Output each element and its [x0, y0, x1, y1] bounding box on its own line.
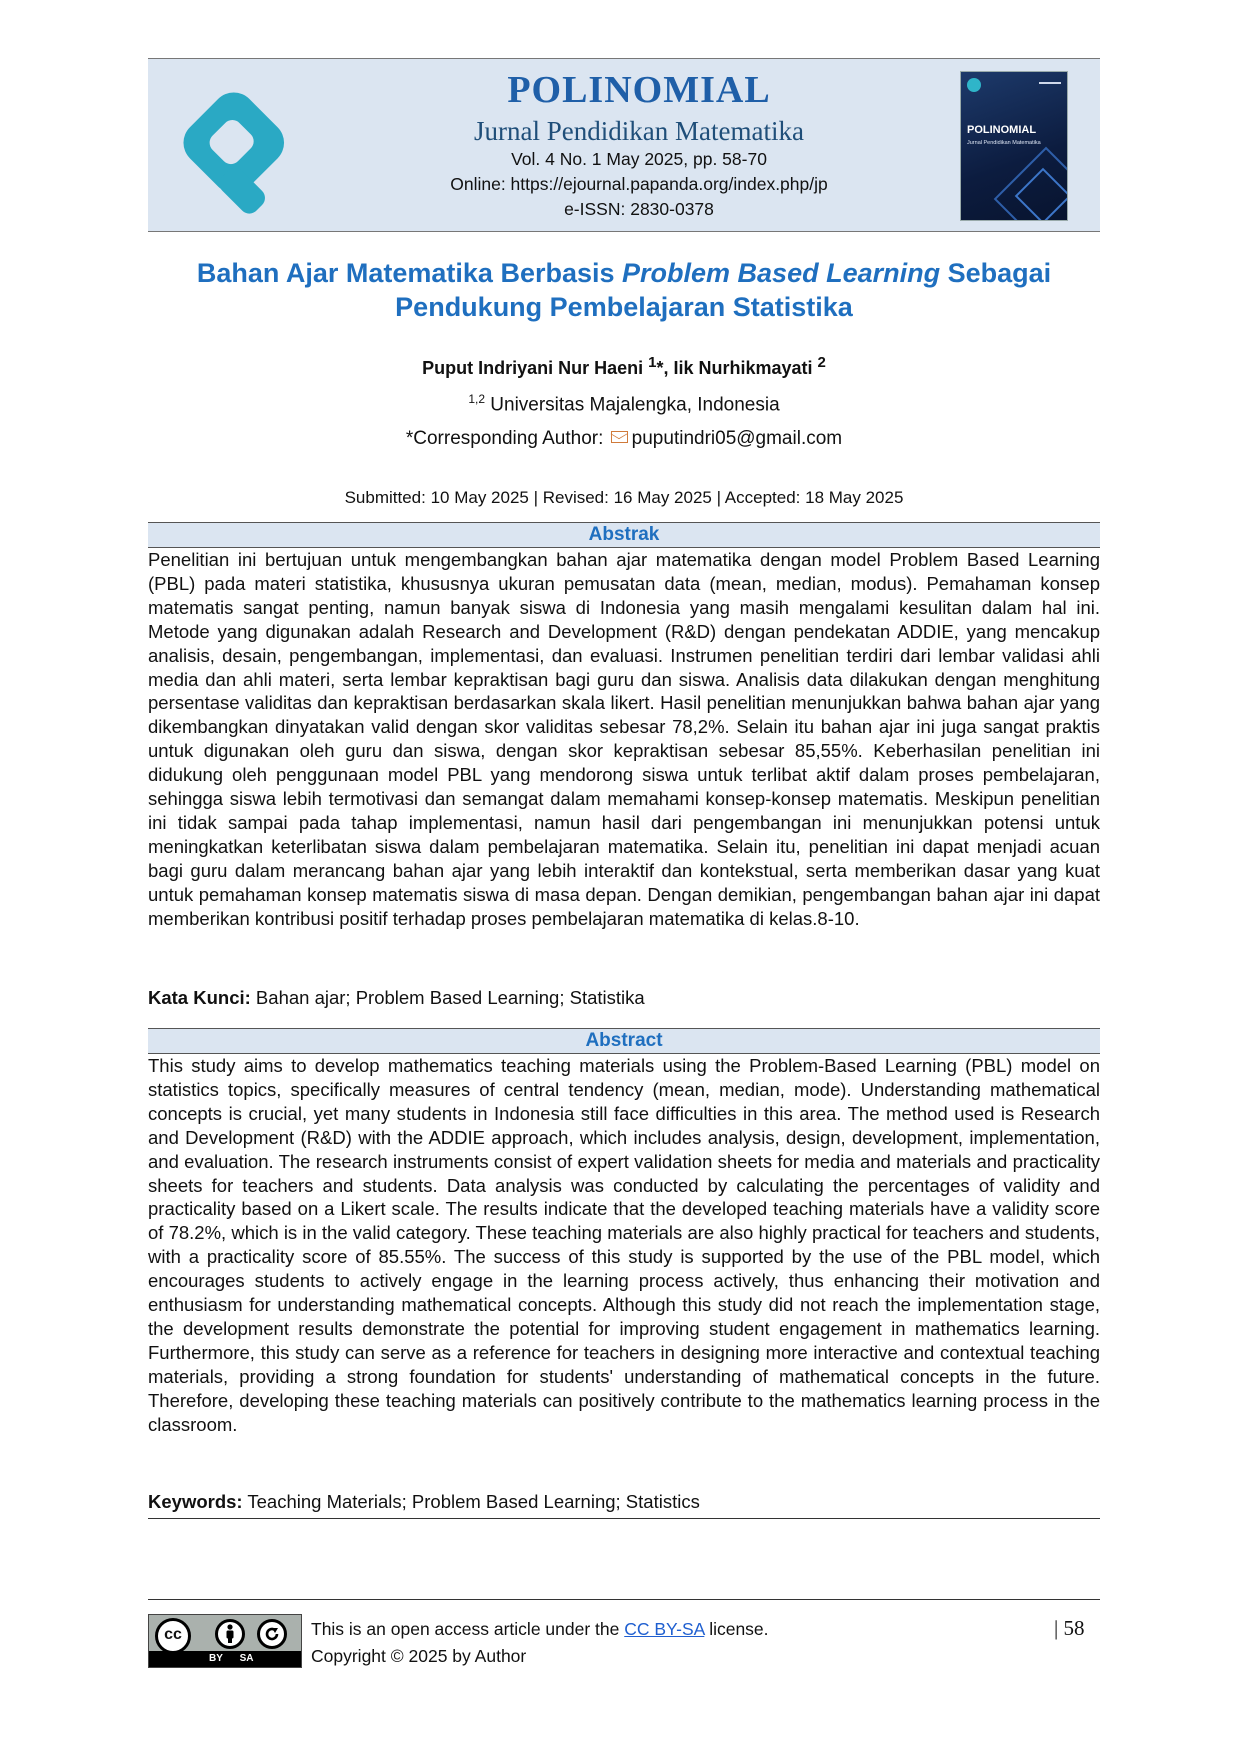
journal-header: [148, 58, 1100, 232]
person-icon: [218, 1622, 242, 1646]
license-link[interactable]: CC BY-SA: [624, 1619, 705, 1639]
title-line-2: Pendukung Pembelajaran Statistika: [395, 292, 853, 322]
affiliation: [148, 392, 1100, 416]
article-title: [148, 256, 1100, 324]
author-2-affil-mark: 2: [817, 354, 826, 371]
author-1-affil-mark: 1: [648, 354, 657, 371]
journal-online-url[interactable]: Online: https://ejournal.papanda.org/index.php/jp: [450, 174, 828, 194]
corresponding-email[interactable]: puputindri05@gmail.com: [631, 428, 843, 449]
license-text-pre: This is an open access article under the: [311, 1619, 625, 1639]
cc-by-label: BY: [209, 1653, 223, 1664]
cc-strip-labels: [209, 1653, 253, 1664]
license-line: [311, 1616, 769, 1643]
license-notice: [311, 1616, 769, 1670]
license-text-post: license.: [704, 1619, 769, 1639]
journal-name: POLINOMIAL: [507, 69, 771, 111]
cc-sa-label: SA: [239, 1653, 254, 1664]
page-number: | 58: [1054, 1616, 1085, 1640]
journal-subtitle: Jurnal Pendidikan Matematika: [474, 116, 804, 146]
keywords-value: Teaching Materials; Problem Based Learning; Statistics: [242, 1491, 700, 1512]
affiliation-marks: 1,2: [468, 392, 485, 406]
title-part-2: Sebagai: [940, 258, 1052, 288]
submission-dates: Submitted: 10 May 2025 | Revised: 16 May 2025 | Accepted: 18 May 2025: [344, 488, 904, 507]
cc-by-sa-badge[interactable]: [148, 1614, 302, 1668]
mail-icon: [611, 431, 628, 443]
cover-subtitle: Jurnal Pendidikan Matematika: [967, 140, 1041, 146]
abstract-end-rule: [148, 1518, 1100, 1519]
kata-kunci-value: Bahan ajar; Problem Based Learning; Statistika: [250, 987, 645, 1008]
cover-divider: [1039, 82, 1061, 84]
abstract-body: This study aims to develop mathematics teaching materials using the Problem-Based Learning (PBL) model on statistics topics, specifically measures of central tendency (mean, median, mode). Understanding mathematical concepts is crucial, yet many students in Indonesia still face difficulties in this area. The method used is Research and Development (R&D) with the ADDIE approach, which includes analysis, design, development, implementation, and evaluation. The research instruments consist of expert validation sheets for media and materials and practicality sheets for teachers and students. Data analysis was conducted by calculating the percentages of validity and practicality based on a Likert scale. The results indicate that the developed teaching materials have a validity score of 78.2%, which is in the valid category. These teaching materials are also highly practical for teachers and students, with a practicality score of 85.55%. The success of this study is supported by the use of the PBL model, which encourages students to actively engage in the learning process actively, thus enhancing their motivation and enthusiasm for understanding mathematical concepts. Although this study did not reach the implementation stage, the development results demonstrate the potential for improving student engagement in mathematics learning. Furthermore, this study can serve as a reference for teachers in designing more interactive and contextual teaching materials, providing a strong foundation for students' understanding of mathematical concepts in the future. Therefore, developing these teaching materials can positively contribute to the mathematics learning process in the classroom.: [148, 1055, 1100, 1435]
journal-issn: e-ISSN: 2830-0378: [564, 199, 714, 219]
author-2-name: Iik Nurhikmayati: [673, 358, 818, 378]
footer-rule: [148, 1599, 1100, 1600]
corresponding-mark: *,: [656, 358, 674, 378]
attribution-person-icon: [215, 1619, 245, 1649]
keywords-label: Keywords:: [148, 1491, 243, 1512]
abstrak-body: Penelitian ini bertujuan untuk mengembangkan bahan ajar matematika dengan model Problem Based Learning (PBL) pada materi statistika, khususnya ukuran pemusatan data (mean, median, modus). Pemahaman konsep matematis sangat penting, namun banyak siswa di Indonesia yang masih mengalami kesulitan dalam hal ini. Metode yang digunakan adalah Research and Development (R&D) dengan pendekatan ADDIE, yang mencakup analisis, desain, pengembangan, implementasi, dan evaluasi. Instrumen penelitian terdiri dari lembar validasi ahli media dan ahli materi, serta lembar kepraktisan bagi guru dan siswa. Analisis data dilakukan dengan menghitung persentase validitas dan kepraktisan berdasarkan skala likert. Hasil penelitian menunjukkan bahwa bahan ajar yang dikembangkan dinyatakan valid dengan skor validitas sebesar 78,2%. Selain itu bahan ajar ini juga sangat praktis untuk digunakan oleh guru dan siswa, dengan skor kepraktisan sebesar 85,55%. Keberhasilan penelitian ini didukung oleh penggunaan model PBL yang mendorong siswa untuk terlibat aktif dalam proses pembelajaran, sehingga siswa lebih termotivasi dan semangat dalam memahami konsep-konsep matematis. Meskipun penelitian ini tidak sampai pada tahap implementasi, namun hasil dari pengembangan ini menunjukkan potensi untuk meningkatkan keterlibatan siswa dalam pembelajaran matematika. Selain itu, penelitian ini dapat menjadi acuan bagi guru dalam merancang bahan ajar yang lebih interaktif dan kontekstual, serta memberikan dasar yang kuat untuk pemahaman konsep matematis siswa di masa depan. Dengan demikian, pengembangan bahan ajar ini dapat memberikan kontribusi positif terhadap proses pembelajaran matematika di kelas.8-10.: [148, 549, 1100, 929]
journal-cover-image: [960, 71, 1068, 221]
author-1-name: Puput Indriyani Nur Haeni: [422, 358, 649, 378]
corresponding-label: *Corresponding Author:: [405, 428, 609, 449]
affiliation-text: Universitas Majalengka, Indonesia: [485, 394, 780, 416]
kata-kunci: [148, 986, 1100, 1010]
journal-logo-icon: [168, 77, 308, 217]
cc-icon: cc: [155, 1618, 191, 1654]
abstrak-heading: Abstrak: [148, 522, 1100, 548]
corresponding-author: [148, 428, 1100, 450]
title-part-1: Bahan Ajar Matematika Berbasis: [196, 258, 623, 288]
share-alike-icon: [257, 1619, 287, 1649]
author-list: [148, 354, 1100, 379]
share-alike-arrow-icon: [260, 1622, 284, 1646]
kata-kunci-label: Kata Kunci:: [148, 987, 251, 1008]
keywords: [148, 1490, 1100, 1514]
title-italic: Problem Based Learning: [622, 258, 941, 288]
cover-title: POLINOMIAL: [967, 124, 1037, 136]
journal-volume: Vol. 4 No. 1 May 2025, pp. 58-70: [511, 149, 767, 169]
abstract-heading: Abstract: [148, 1028, 1100, 1054]
journal-info: [318, 67, 960, 222]
copyright-line: Copyright © 2025 by Author: [311, 1646, 527, 1666]
cover-logo-icon: [967, 78, 981, 92]
